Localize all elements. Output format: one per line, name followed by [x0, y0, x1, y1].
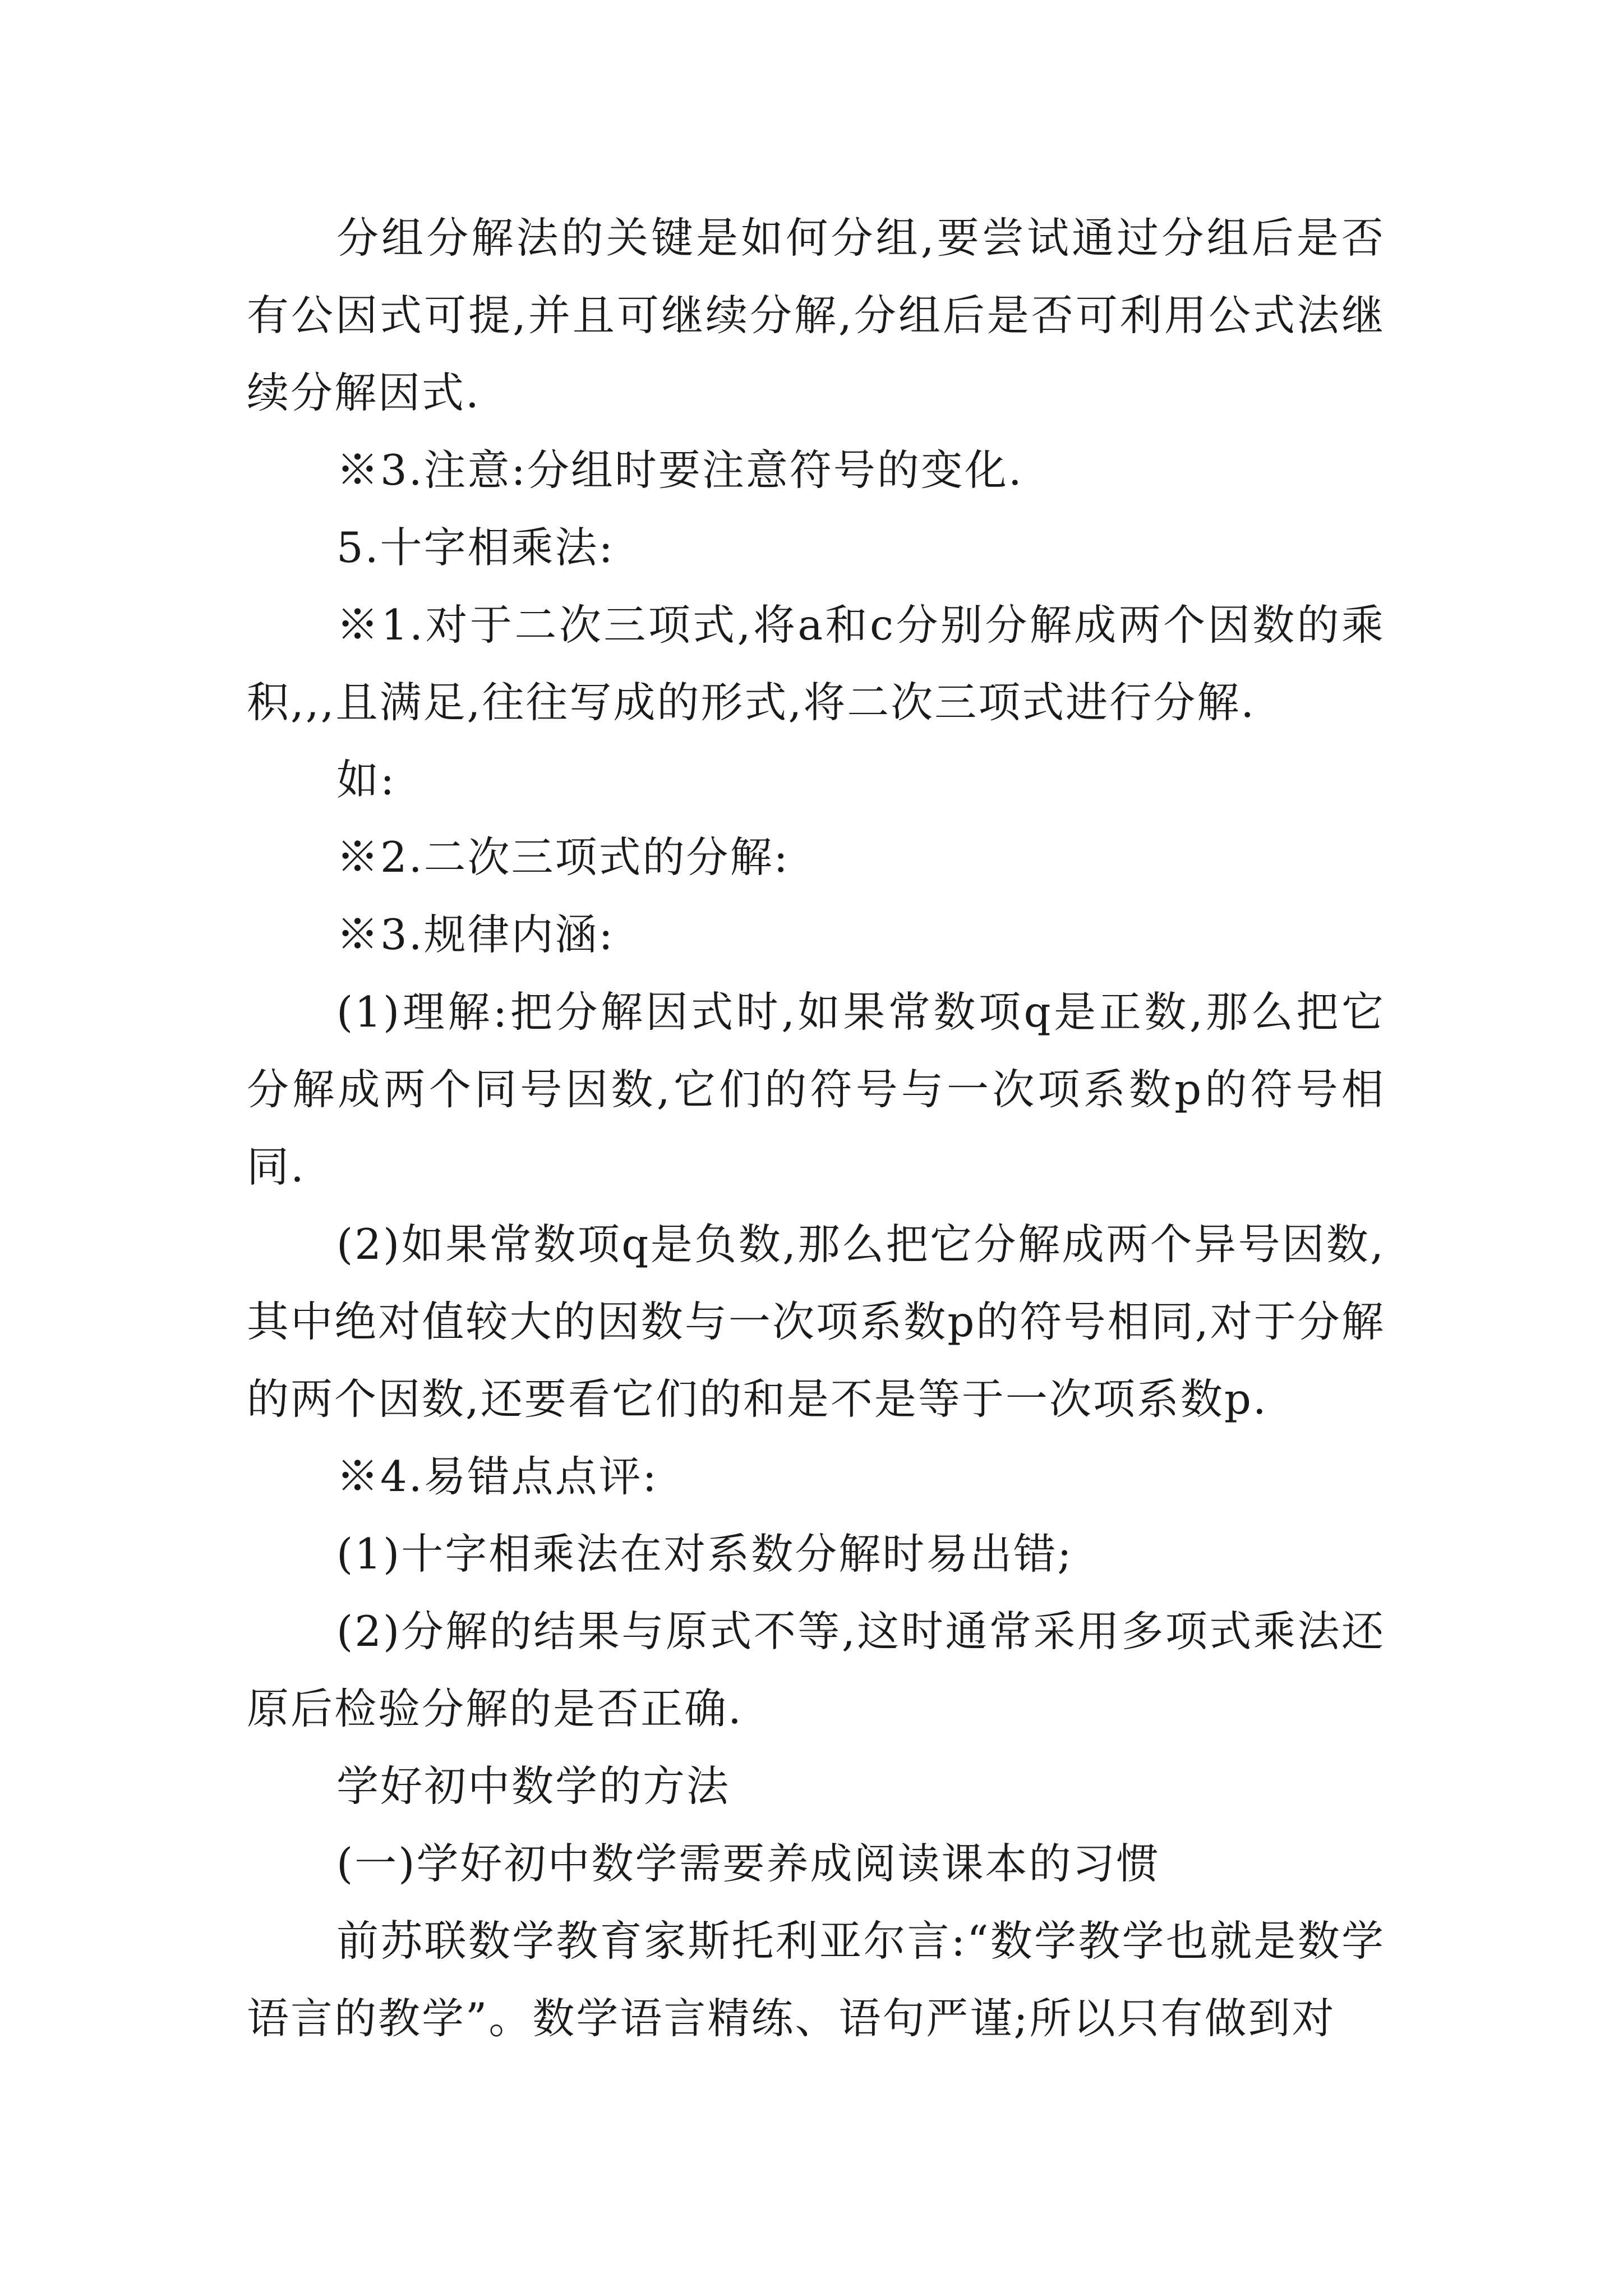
paragraph-cross-method-1: ※1.对于二次三项式,将a和c分别分解成两个因数的乘积,,,且满足,往往写成的形式,将二次三项式进行分解.: [247, 600, 1385, 727]
paragraph-error-2: (2)分解的结果与原式不等,这时通常采用多项式乘法还原后检验分解的是否正确.: [247, 1607, 1385, 1733]
paragraph-rule-2: (2)如果常数项q是负数,那么把它分解成两个异号因数,其中绝对值较大的因数与一次项系数p的符号相同,对于分解的两个因数,还要看它们的和是不是等于一次项系数p.: [247, 1220, 1385, 1424]
section-heading: 学好初中数学的方法: [336, 1761, 731, 1811]
paragraph-error-title: ※4.易错点点评:: [336, 1452, 658, 1501]
paragraph-grouping-key: 分组分解法的关键是如何分组,要尝试通过分组后是否有公因式可提,并且可继续分解,分组后是否可利用公式法继续分解因式.: [247, 213, 1385, 417]
paragraph-cross-method-3: ※3.规律内涵:: [336, 910, 615, 959]
paragraph-example: 如:: [336, 755, 396, 804]
paragraph-error-1: (1)十字相乘法在对系数分解时易出错;: [336, 1529, 1073, 1579]
paragraph-rule-1: (1)理解:把分解因式时,如果常数项q是正数,那么把它分解成两个同号因数,它们的符号与一次项系数p的符号相同.: [247, 987, 1385, 1191]
paragraph-grouping-note: ※3.注意:分组时要注意符号的变化.: [336, 445, 1023, 495]
paragraph-cross-method-2: ※2.二次三项式的分解:: [336, 832, 790, 882]
paragraph-cross-method-title: 5.十字相乘法:: [336, 523, 615, 572]
subsection-heading: (一)学好初中数学需要养成阅读课本的习惯: [336, 1839, 1160, 1888]
document-body: [247, 199, 1385, 2057]
paragraph-quote: 前苏联数学教育家斯托利亚尔言:“数学教学也就是数学语言的教学”。数学语言精练、语句严谨;所以只有做到对: [247, 1916, 1385, 2043]
